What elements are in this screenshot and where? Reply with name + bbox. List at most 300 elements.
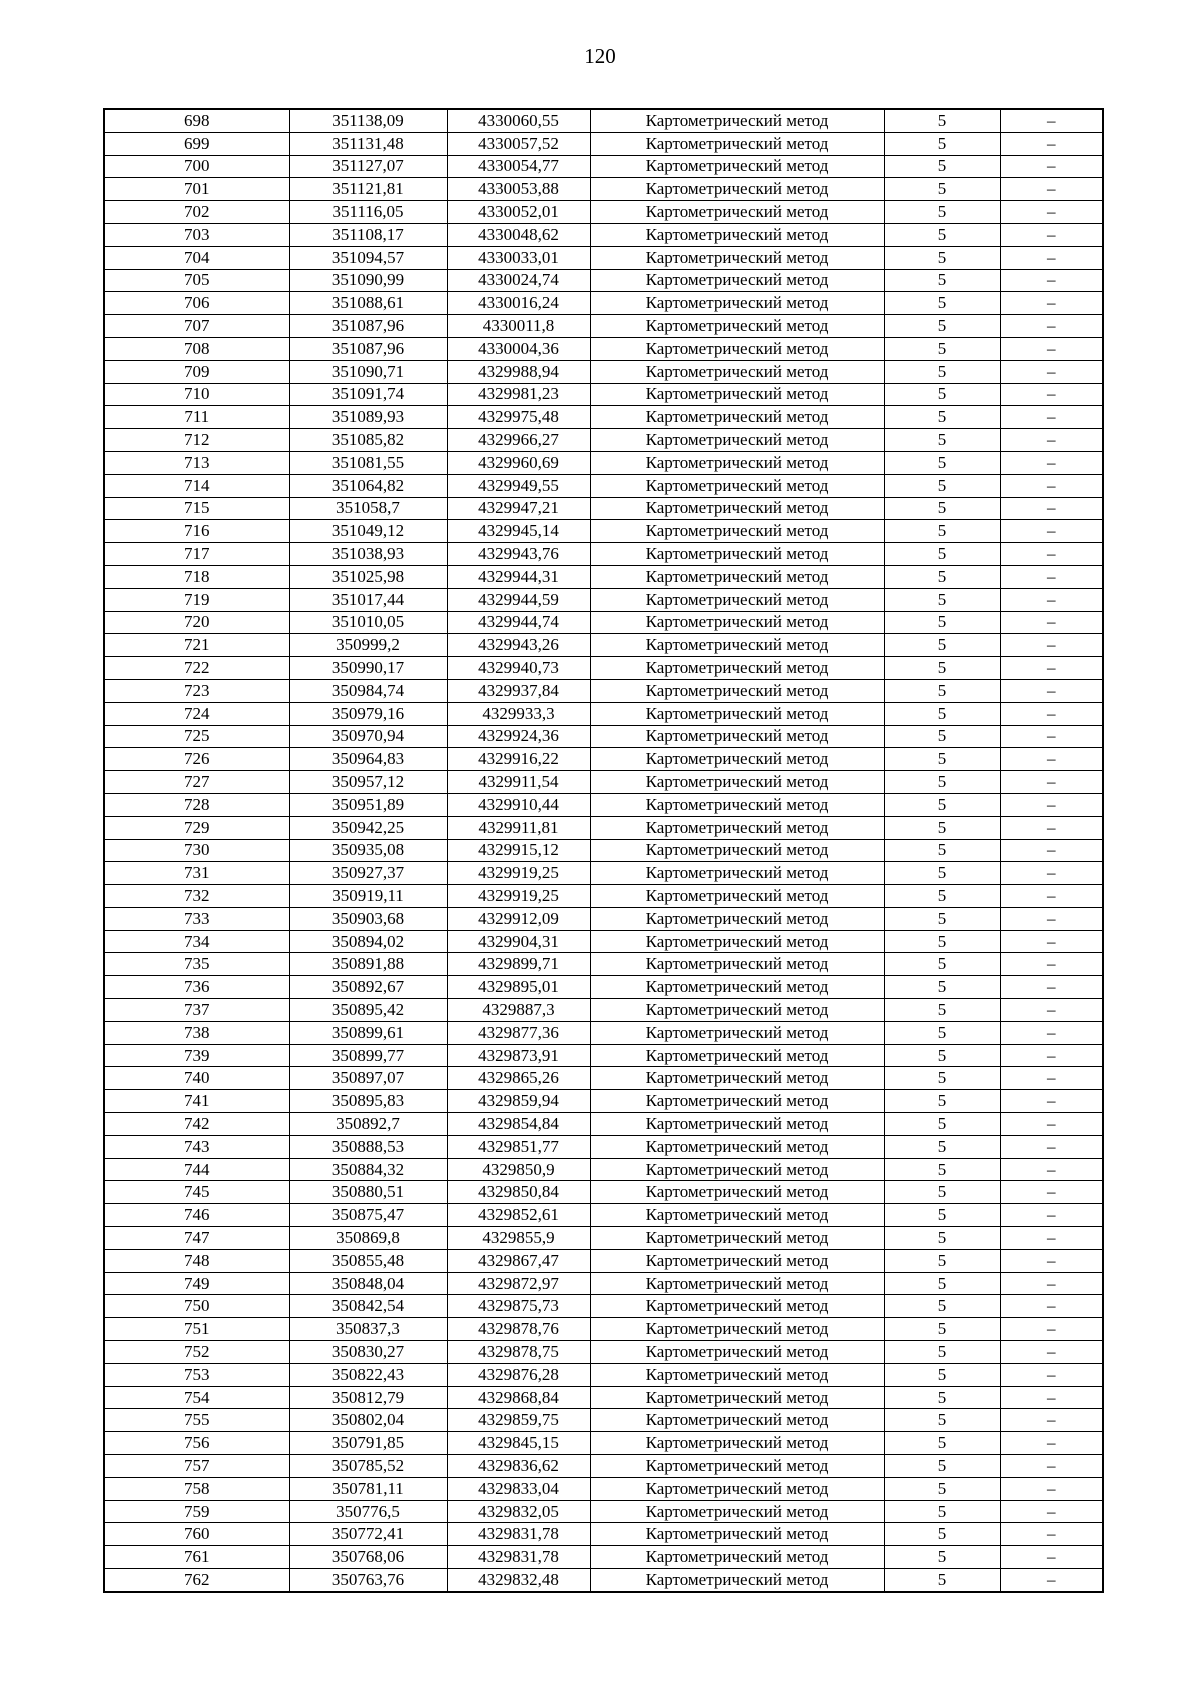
table-row: [104, 178, 1103, 201]
accuracy-cell: 5: [884, 1432, 1000, 1455]
accuracy-cell: 5: [884, 771, 1000, 794]
point-number-cell: 738: [104, 1021, 289, 1044]
x-coordinate-cell: 350848,04: [289, 1272, 447, 1295]
method-cell: Картометрический метод: [590, 862, 884, 885]
x-coordinate-cell: 350869,8: [289, 1227, 447, 1250]
y-coordinate-cell: 4329872,97: [447, 1272, 590, 1295]
description-cell: –: [1000, 292, 1103, 315]
description-cell: –: [1000, 907, 1103, 930]
accuracy-cell: 5: [884, 246, 1000, 269]
description-cell: –: [1000, 1090, 1103, 1113]
table-row: [104, 269, 1103, 292]
description-cell: –: [1000, 1477, 1103, 1500]
method-cell: Картометрический метод: [590, 1204, 884, 1227]
point-number-cell: 704: [104, 246, 289, 269]
accuracy-cell: 5: [884, 634, 1000, 657]
accuracy-cell: 5: [884, 520, 1000, 543]
y-coordinate-cell: 4329988,94: [447, 360, 590, 383]
y-coordinate-cell: 4330024,74: [447, 269, 590, 292]
table-row: [104, 1409, 1103, 1432]
y-coordinate-cell: 4329831,78: [447, 1546, 590, 1569]
accuracy-cell: 5: [884, 657, 1000, 680]
point-number-cell: 701: [104, 178, 289, 201]
description-cell: –: [1000, 1295, 1103, 1318]
accuracy-cell: 5: [884, 1135, 1000, 1158]
description-cell: –: [1000, 383, 1103, 406]
point-number-cell: 740: [104, 1067, 289, 1090]
x-coordinate-cell: 351025,98: [289, 565, 447, 588]
description-cell: –: [1000, 839, 1103, 862]
method-cell: Картометрический метод: [590, 565, 884, 588]
y-coordinate-cell: 4329937,84: [447, 679, 590, 702]
y-coordinate-cell: 4329975,48: [447, 406, 590, 429]
point-number-cell: 748: [104, 1249, 289, 1272]
point-number-cell: 737: [104, 999, 289, 1022]
point-number-cell: 706: [104, 292, 289, 315]
point-number-cell: 711: [104, 406, 289, 429]
table-row: [104, 953, 1103, 976]
table-row: [104, 1341, 1103, 1364]
point-number-cell: 731: [104, 862, 289, 885]
x-coordinate-cell: 351010,05: [289, 611, 447, 634]
accuracy-cell: 5: [884, 1249, 1000, 1272]
point-number-cell: 724: [104, 702, 289, 725]
table-row: [104, 1249, 1103, 1272]
y-coordinate-cell: 4329960,69: [447, 451, 590, 474]
description-cell: –: [1000, 543, 1103, 566]
point-number-cell: 744: [104, 1158, 289, 1181]
table-row: [104, 1181, 1103, 1204]
method-cell: Картометрический метод: [590, 1295, 884, 1318]
table-row: [104, 292, 1103, 315]
table-row: [104, 1158, 1103, 1181]
accuracy-cell: 5: [884, 748, 1000, 771]
description-cell: –: [1000, 1386, 1103, 1409]
method-cell: Картометрический метод: [590, 1341, 884, 1364]
description-cell: –: [1000, 588, 1103, 611]
x-coordinate-cell: 350970,94: [289, 725, 447, 748]
method-cell: Картометрический метод: [590, 771, 884, 794]
y-coordinate-cell: 4329981,23: [447, 383, 590, 406]
accuracy-cell: 5: [884, 1158, 1000, 1181]
method-cell: Картометрический метод: [590, 474, 884, 497]
description-cell: –: [1000, 178, 1103, 201]
table-row: [104, 1021, 1103, 1044]
x-coordinate-cell: 351089,93: [289, 406, 447, 429]
y-coordinate-cell: 4330052,01: [447, 201, 590, 224]
table-row: [104, 246, 1103, 269]
description-cell: –: [1000, 1363, 1103, 1386]
method-cell: Картометрический метод: [590, 1113, 884, 1136]
description-cell: –: [1000, 223, 1103, 246]
point-number-cell: 721: [104, 634, 289, 657]
x-coordinate-cell: 350927,37: [289, 862, 447, 885]
table-row: [104, 1204, 1103, 1227]
x-coordinate-cell: 350899,77: [289, 1044, 447, 1067]
description-cell: –: [1000, 634, 1103, 657]
point-number-cell: 758: [104, 1477, 289, 1500]
y-coordinate-cell: 4329904,31: [447, 930, 590, 953]
x-coordinate-cell: 350776,5: [289, 1500, 447, 1523]
y-coordinate-cell: 4329911,81: [447, 816, 590, 839]
method-cell: Картометрический метод: [590, 1546, 884, 1569]
method-cell: Картометрический метод: [590, 1090, 884, 1113]
x-coordinate-cell: 350919,11: [289, 885, 447, 908]
description-cell: –: [1000, 429, 1103, 452]
point-number-cell: 705: [104, 269, 289, 292]
description-cell: –: [1000, 771, 1103, 794]
accuracy-cell: 5: [884, 406, 1000, 429]
description-cell: –: [1000, 109, 1103, 132]
point-number-cell: 733: [104, 907, 289, 930]
point-number-cell: 759: [104, 1500, 289, 1523]
point-number-cell: 741: [104, 1090, 289, 1113]
point-number-cell: 712: [104, 429, 289, 452]
description-cell: –: [1000, 862, 1103, 885]
y-coordinate-cell: 4329845,15: [447, 1432, 590, 1455]
y-coordinate-cell: 4329916,22: [447, 748, 590, 771]
y-coordinate-cell: 4330060,55: [447, 109, 590, 132]
x-coordinate-cell: 350763,76: [289, 1569, 447, 1592]
accuracy-cell: 5: [884, 360, 1000, 383]
description-cell: –: [1000, 1158, 1103, 1181]
accuracy-cell: 5: [884, 679, 1000, 702]
x-coordinate-cell: 351091,74: [289, 383, 447, 406]
description-cell: –: [1000, 474, 1103, 497]
accuracy-cell: 5: [884, 1363, 1000, 1386]
accuracy-cell: 5: [884, 793, 1000, 816]
method-cell: Картометрический метод: [590, 953, 884, 976]
table-row: [104, 976, 1103, 999]
point-number-cell: 707: [104, 315, 289, 338]
accuracy-cell: 5: [884, 1021, 1000, 1044]
table-row: [104, 1295, 1103, 1318]
point-number-cell: 713: [104, 451, 289, 474]
method-cell: Картометрический метод: [590, 793, 884, 816]
method-cell: Картометрический метод: [590, 246, 884, 269]
description-cell: –: [1000, 999, 1103, 1022]
y-coordinate-cell: 4329852,61: [447, 1204, 590, 1227]
table-row: [104, 1090, 1103, 1113]
table-row: [104, 1500, 1103, 1523]
y-coordinate-cell: 4329850,84: [447, 1181, 590, 1204]
y-coordinate-cell: 4329899,71: [447, 953, 590, 976]
point-number-cell: 702: [104, 201, 289, 224]
method-cell: Картометрический метод: [590, 223, 884, 246]
table-row: [104, 1432, 1103, 1455]
point-number-cell: 722: [104, 657, 289, 680]
x-coordinate-cell: 351038,93: [289, 543, 447, 566]
x-coordinate-cell: 350935,08: [289, 839, 447, 862]
x-coordinate-cell: 351121,81: [289, 178, 447, 201]
table-row: [104, 862, 1103, 885]
point-number-cell: 714: [104, 474, 289, 497]
method-cell: Картометрический метод: [590, 1318, 884, 1341]
table-row: [104, 543, 1103, 566]
y-coordinate-cell: 4329912,09: [447, 907, 590, 930]
accuracy-cell: 5: [884, 999, 1000, 1022]
point-number-cell: 718: [104, 565, 289, 588]
y-coordinate-cell: 4329944,74: [447, 611, 590, 634]
method-cell: Картометрический метод: [590, 1227, 884, 1250]
accuracy-cell: 5: [884, 497, 1000, 520]
description-cell: –: [1000, 1113, 1103, 1136]
table-row: [104, 520, 1103, 543]
table-row: [104, 1569, 1103, 1592]
method-cell: Картометрический метод: [590, 201, 884, 224]
point-number-cell: 715: [104, 497, 289, 520]
accuracy-cell: 5: [884, 1409, 1000, 1432]
point-number-cell: 698: [104, 109, 289, 132]
accuracy-cell: 5: [884, 839, 1000, 862]
x-coordinate-cell: 351081,55: [289, 451, 447, 474]
method-cell: Картометрический метод: [590, 383, 884, 406]
y-coordinate-cell: 4329966,27: [447, 429, 590, 452]
method-cell: Картометрический метод: [590, 315, 884, 338]
y-coordinate-cell: 4329944,31: [447, 565, 590, 588]
y-coordinate-cell: 4329859,75: [447, 1409, 590, 1432]
method-cell: Картометрический метод: [590, 885, 884, 908]
point-number-cell: 742: [104, 1113, 289, 1136]
point-number-cell: 709: [104, 360, 289, 383]
table-row: [104, 771, 1103, 794]
accuracy-cell: 5: [884, 565, 1000, 588]
table-row: [104, 109, 1103, 132]
point-number-cell: 760: [104, 1523, 289, 1546]
x-coordinate-cell: 350894,02: [289, 930, 447, 953]
method-cell: Картометрический метод: [590, 588, 884, 611]
method-cell: Картометрический метод: [590, 1477, 884, 1500]
y-coordinate-cell: 4329836,62: [447, 1455, 590, 1478]
method-cell: Картометрический метод: [590, 907, 884, 930]
accuracy-cell: 5: [884, 953, 1000, 976]
page-number: 120: [584, 44, 616, 68]
x-coordinate-cell: 350791,85: [289, 1432, 447, 1455]
y-coordinate-cell: 4329876,28: [447, 1363, 590, 1386]
accuracy-cell: 5: [884, 1227, 1000, 1250]
y-coordinate-cell: 4329915,12: [447, 839, 590, 862]
point-number-cell: 749: [104, 1272, 289, 1295]
y-coordinate-cell: 4329831,78: [447, 1523, 590, 1546]
point-number-cell: 743: [104, 1135, 289, 1158]
table-row: [104, 1477, 1103, 1500]
accuracy-cell: 5: [884, 1272, 1000, 1295]
y-coordinate-cell: 4329919,25: [447, 885, 590, 908]
y-coordinate-cell: 4329875,73: [447, 1295, 590, 1318]
description-cell: –: [1000, 953, 1103, 976]
x-coordinate-cell: 351108,17: [289, 223, 447, 246]
y-coordinate-cell: 4329933,3: [447, 702, 590, 725]
table-row: [104, 201, 1103, 224]
x-coordinate-cell: 350891,88: [289, 953, 447, 976]
method-cell: Картометрический метод: [590, 748, 884, 771]
y-coordinate-cell: 4329947,21: [447, 497, 590, 520]
table-row: [104, 474, 1103, 497]
accuracy-cell: 5: [884, 155, 1000, 178]
table-row: [104, 1227, 1103, 1250]
point-number-cell: 708: [104, 337, 289, 360]
y-coordinate-cell: 4329867,47: [447, 1249, 590, 1272]
description-cell: –: [1000, 1204, 1103, 1227]
method-cell: Картометрический метод: [590, 1067, 884, 1090]
description-cell: –: [1000, 1044, 1103, 1067]
table-row: [104, 497, 1103, 520]
table-row: [104, 930, 1103, 953]
point-number-cell: 754: [104, 1386, 289, 1409]
description-cell: –: [1000, 155, 1103, 178]
point-number-cell: 745: [104, 1181, 289, 1204]
x-coordinate-cell: 351064,82: [289, 474, 447, 497]
x-coordinate-cell: 351058,7: [289, 497, 447, 520]
table-row: [104, 839, 1103, 862]
point-number-cell: 735: [104, 953, 289, 976]
method-cell: Картометрический метод: [590, 360, 884, 383]
method-cell: Картометрический метод: [590, 520, 884, 543]
x-coordinate-cell: 351090,99: [289, 269, 447, 292]
description-cell: –: [1000, 1318, 1103, 1341]
table-row: [104, 1386, 1103, 1409]
table-row: [104, 588, 1103, 611]
description-cell: –: [1000, 702, 1103, 725]
point-number-cell: 752: [104, 1341, 289, 1364]
point-number-cell: 720: [104, 611, 289, 634]
accuracy-cell: 5: [884, 269, 1000, 292]
description-cell: –: [1000, 246, 1103, 269]
table-row: [104, 451, 1103, 474]
accuracy-cell: 5: [884, 543, 1000, 566]
accuracy-cell: 5: [884, 588, 1000, 611]
method-cell: Картометрический метод: [590, 999, 884, 1022]
y-coordinate-cell: 4329945,14: [447, 520, 590, 543]
x-coordinate-cell: 350768,06: [289, 1546, 447, 1569]
table-row: [104, 748, 1103, 771]
accuracy-cell: 5: [884, 315, 1000, 338]
accuracy-cell: 5: [884, 1455, 1000, 1478]
description-cell: –: [1000, 1523, 1103, 1546]
table-row: [104, 634, 1103, 657]
x-coordinate-cell: 350802,04: [289, 1409, 447, 1432]
accuracy-cell: 5: [884, 451, 1000, 474]
y-coordinate-cell: 4329878,76: [447, 1318, 590, 1341]
method-cell: Картометрический метод: [590, 634, 884, 657]
method-cell: Картометрический метод: [590, 1021, 884, 1044]
x-coordinate-cell: 351138,09: [289, 109, 447, 132]
description-cell: –: [1000, 679, 1103, 702]
point-number-cell: 729: [104, 816, 289, 839]
accuracy-cell: 5: [884, 223, 1000, 246]
x-coordinate-cell: 350895,42: [289, 999, 447, 1022]
table-row: [104, 155, 1103, 178]
method-cell: Картометрический метод: [590, 269, 884, 292]
x-coordinate-cell: 351085,82: [289, 429, 447, 452]
x-coordinate-cell: 350785,52: [289, 1455, 447, 1478]
x-coordinate-cell: 350837,3: [289, 1318, 447, 1341]
point-number-cell: 732: [104, 885, 289, 908]
y-coordinate-cell: 4329943,76: [447, 543, 590, 566]
description-cell: –: [1000, 451, 1103, 474]
description-cell: –: [1000, 816, 1103, 839]
point-number-cell: 728: [104, 793, 289, 816]
x-coordinate-cell: 350899,61: [289, 1021, 447, 1044]
x-coordinate-cell: 350822,43: [289, 1363, 447, 1386]
table-row: [104, 1272, 1103, 1295]
point-number-cell: 716: [104, 520, 289, 543]
point-number-cell: 736: [104, 976, 289, 999]
accuracy-cell: 5: [884, 1386, 1000, 1409]
method-cell: Картометрический метод: [590, 1455, 884, 1478]
x-coordinate-cell: 350830,27: [289, 1341, 447, 1364]
accuracy-cell: 5: [884, 930, 1000, 953]
description-cell: –: [1000, 1500, 1103, 1523]
description-cell: –: [1000, 1432, 1103, 1455]
point-number-cell: 723: [104, 679, 289, 702]
point-number-cell: 699: [104, 132, 289, 155]
y-coordinate-cell: 4329854,84: [447, 1113, 590, 1136]
y-coordinate-cell: 4329887,3: [447, 999, 590, 1022]
y-coordinate-cell: 4329919,25: [447, 862, 590, 885]
x-coordinate-cell: 350957,12: [289, 771, 447, 794]
x-coordinate-cell: 350855,48: [289, 1249, 447, 1272]
y-coordinate-cell: 4329943,26: [447, 634, 590, 657]
method-cell: Картометрический метод: [590, 1523, 884, 1546]
point-number-cell: 755: [104, 1409, 289, 1432]
x-coordinate-cell: 350892,7: [289, 1113, 447, 1136]
x-coordinate-cell: 350951,89: [289, 793, 447, 816]
x-coordinate-cell: 351131,48: [289, 132, 447, 155]
x-coordinate-cell: 351088,61: [289, 292, 447, 315]
point-number-cell: 703: [104, 223, 289, 246]
description-cell: –: [1000, 1546, 1103, 1569]
point-number-cell: 747: [104, 1227, 289, 1250]
accuracy-cell: 5: [884, 907, 1000, 930]
method-cell: Картометрический метод: [590, 1409, 884, 1432]
y-coordinate-cell: 4329868,84: [447, 1386, 590, 1409]
table-row: [104, 565, 1103, 588]
x-coordinate-cell: 350895,83: [289, 1090, 447, 1113]
method-cell: Картометрический метод: [590, 132, 884, 155]
table-row: [104, 1546, 1103, 1569]
point-number-cell: 710: [104, 383, 289, 406]
y-coordinate-cell: 4329878,75: [447, 1341, 590, 1364]
x-coordinate-cell: 350884,32: [289, 1158, 447, 1181]
coordinates-table: [103, 108, 1104, 1593]
table-row: [104, 1067, 1103, 1090]
x-coordinate-cell: 350984,74: [289, 679, 447, 702]
method-cell: Картометрический метод: [590, 1158, 884, 1181]
accuracy-cell: 5: [884, 1204, 1000, 1227]
table-row: [104, 1363, 1103, 1386]
accuracy-cell: 5: [884, 1090, 1000, 1113]
description-cell: –: [1000, 1135, 1103, 1158]
description-cell: –: [1000, 1181, 1103, 1204]
description-cell: –: [1000, 269, 1103, 292]
coordinates-table-body: [104, 109, 1103, 1592]
accuracy-cell: 5: [884, 1569, 1000, 1592]
point-number-cell: 717: [104, 543, 289, 566]
x-coordinate-cell: 350888,53: [289, 1135, 447, 1158]
method-cell: Картометрический метод: [590, 976, 884, 999]
x-coordinate-cell: 350903,68: [289, 907, 447, 930]
y-coordinate-cell: 4329873,91: [447, 1044, 590, 1067]
y-coordinate-cell: 4329855,9: [447, 1227, 590, 1250]
accuracy-cell: 5: [884, 976, 1000, 999]
table-row: [104, 383, 1103, 406]
y-coordinate-cell: 4330033,01: [447, 246, 590, 269]
y-coordinate-cell: 4329940,73: [447, 657, 590, 680]
x-coordinate-cell: 350990,17: [289, 657, 447, 680]
description-cell: –: [1000, 1227, 1103, 1250]
method-cell: Картометрический метод: [590, 1432, 884, 1455]
